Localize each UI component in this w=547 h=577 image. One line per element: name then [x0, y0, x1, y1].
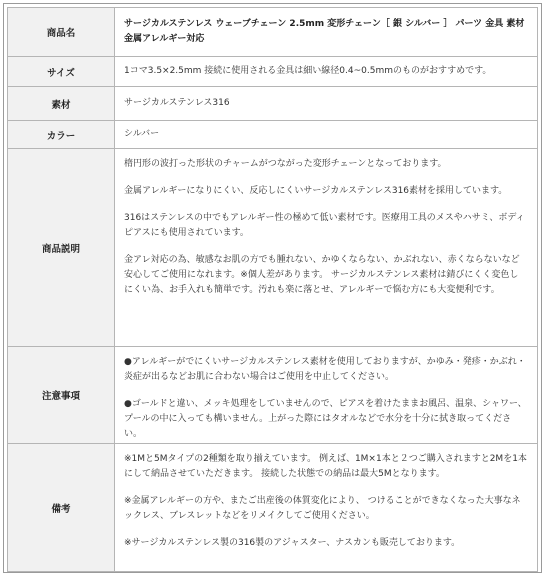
remarks-paragraph: ※サージカルステンレス製の316製のアジャスター、ナスカンも販売しております。 [124, 538, 461, 548]
row-label-description: 商品説明 [8, 149, 115, 347]
product-name: サージカルステンレス ウェーブチェーン 2.5mm 変形チェーン［ 銀 シルバー ］ パーツ 金具 素材 金属アレルギー対応 [115, 8, 538, 57]
row-label-remarks: 備考 [8, 444, 115, 572]
description-paragraph: 金属アレルギーになりにくい、反応しにくいサージカルステンレス316素材を採用しています。 [124, 186, 508, 196]
row-label-color: カラー [8, 121, 115, 149]
table-row [8, 149, 538, 347]
spec-table [7, 7, 538, 572]
row-label-name: 商品名 [8, 8, 115, 57]
notes-paragraph: ●ゴールドと違い、メッキ処理をしていませんので、ピアスを着けたままお風呂、温泉、シャワー、プールの中に入っても構いません。上がった際にはタオルなどで水分を十分に拭き取ってください。 [124, 399, 527, 439]
description-paragraph: 楕円形の波打った形状のチャームがつながった変形チェーンとなっております。 [124, 159, 447, 169]
product-size: 1コマ3.5×2.5mm 接続に使用される金具は細い線径0.4~0.5mmのものがおすすめです。 [115, 57, 538, 87]
table-row [8, 347, 538, 444]
table-row [8, 8, 538, 57]
product-description [115, 149, 538, 347]
spec-table-frame [3, 3, 542, 573]
table-row [8, 87, 538, 121]
remarks-paragraph: ※1Mと5Mタイプの2種類を取り揃えています。 例えば、1M×1本と２つご購入されますと2Mを1本にして納品させていただきます。 接続した状態での納品は最大5Mとなります。 [124, 454, 527, 479]
product-material: サージカルステンレス316 [115, 87, 538, 121]
product-notes [115, 347, 538, 444]
remarks-paragraph: ※金属アレルギーの方や、またご出産後の体質変化により、 つけることができなくなった大事なネックレス、ブレスレットなどをリメイクしてご使用ください。 [124, 496, 521, 521]
table-row [8, 444, 538, 572]
notes-paragraph: ●アレルギーがでにくいサージカルステンレス素材を使用しておりますが、かゆみ・発疹・かぶれ・炎症が出るなどお肌に合わない場合はご使用を中止してください。 [124, 357, 526, 382]
description-paragraph: 金アレ対応の為、敏感なお肌の方でも腫れない、かゆくならない、かぶれない、赤くならないなど安心してご使用になれます。※個人差があります。 サージカルステンレス素材は錆びにくく変色しにくい為、お手入れも簡単です。汚れも楽に落とせ、アレルギーで悩む方にも大変便利です。 [124, 255, 520, 295]
table-row [8, 121, 538, 149]
row-label-notes: 注意事項 [8, 347, 115, 444]
product-color: シルバー [115, 121, 538, 149]
row-label-size: サイズ [8, 57, 115, 87]
table-row [8, 57, 538, 87]
row-label-material: 素材 [8, 87, 115, 121]
product-remarks [115, 444, 538, 572]
description-paragraph: 316はステンレスの中でもアレルギー性の極めて低い素材です。医療用工具のメスやハサミ、ボディピアスにも使用されています。 [124, 213, 525, 238]
